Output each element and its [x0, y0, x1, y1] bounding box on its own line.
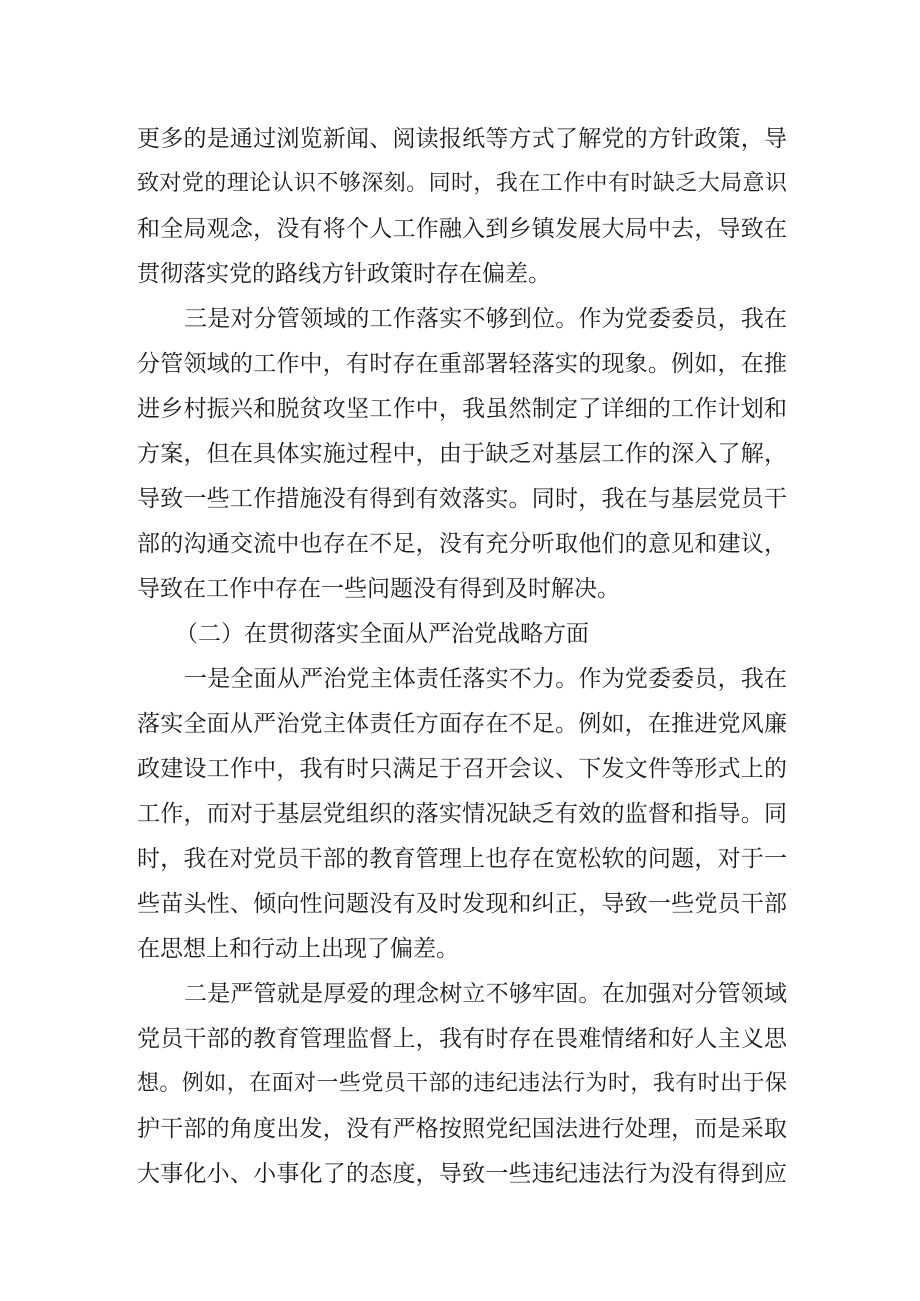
paragraph-start-line: 二是严管就是厚爱的理念树立不够牢固。在加强对分管领域	[184, 981, 787, 1007]
text-line: 护干部的角度出发，没有严格按照党纪国法进行处理，而是采取	[137, 1116, 787, 1142]
section-heading: （二）在贯彻落实全面从严治党战略方面	[175, 621, 589, 647]
text-line: 党员干部的教育管理监督上，我有时存在畏难情绪和好人主义思	[137, 1026, 787, 1052]
text-line: 时，我在对党员干部的教育管理上也存在宽松软的问题，对于一	[137, 846, 787, 872]
text-line: 方案，但在具体实施过程中，由于缺乏对基层工作的深入了解，	[137, 441, 787, 467]
text-line: 导致在工作中存在一些问题没有得到及时解决。	[137, 576, 620, 602]
text-line: 政建设工作中，我有时只满足于召开会议、下发文件等形式上的	[137, 756, 787, 782]
paragraph-start-line: 三是对分管领域的工作落实不够到位。作为党委委员，我在	[184, 306, 787, 332]
text-line: 落实全面从严治党主体责任方面存在不足。例如，在推进党风廉	[137, 711, 787, 737]
text-line: 致对党的理论认识不够深刻。同时，我在工作中有时缺乏大局意识	[137, 171, 787, 196]
paragraph-start-line: 一是全面从严治党主体责任落实不力。作为党委委员，我在	[184, 666, 787, 692]
text-line: 部的沟通交流中也存在不足，没有充分听取他们的意见和建议，	[137, 531, 787, 557]
text-line: 更多的是通过浏览新闻、阅读报纸等方式了解党的方针政策，导	[137, 126, 787, 152]
text-line: 想。例如，在面对一些党员干部的违纪违法行为时，我有时出于保	[137, 1071, 787, 1096]
text-line: 和全局观念，没有将个人工作融入到乡镇发展大局中去，导致在	[137, 216, 787, 242]
text-line: 些苗头性、倾向性问题没有及时发现和纠正，导致一些党员干部	[137, 891, 787, 917]
text-line: 导致一些工作措施没有得到有效落实。同时，我在与基层党员干	[137, 486, 787, 512]
text-line: 在思想上和行动上出现了偏差。	[137, 936, 459, 962]
text-line: 工作，而对于基层党组织的落实情况缺乏有效的监督和指导。同	[137, 801, 787, 827]
text-line: 大事化小、小事化了的态度，导致一些违纪违法行为没有得到应	[137, 1161, 787, 1187]
text-line: 分管领域的工作中，有时存在重部署轻落实的现象。例如，在推	[137, 351, 787, 377]
text-line: 贯彻落实党的路线方针政策时存在偏差。	[137, 261, 551, 287]
text-line: 进乡村振兴和脱贫攻坚工作中，我虽然制定了详细的工作计划和	[137, 396, 787, 422]
